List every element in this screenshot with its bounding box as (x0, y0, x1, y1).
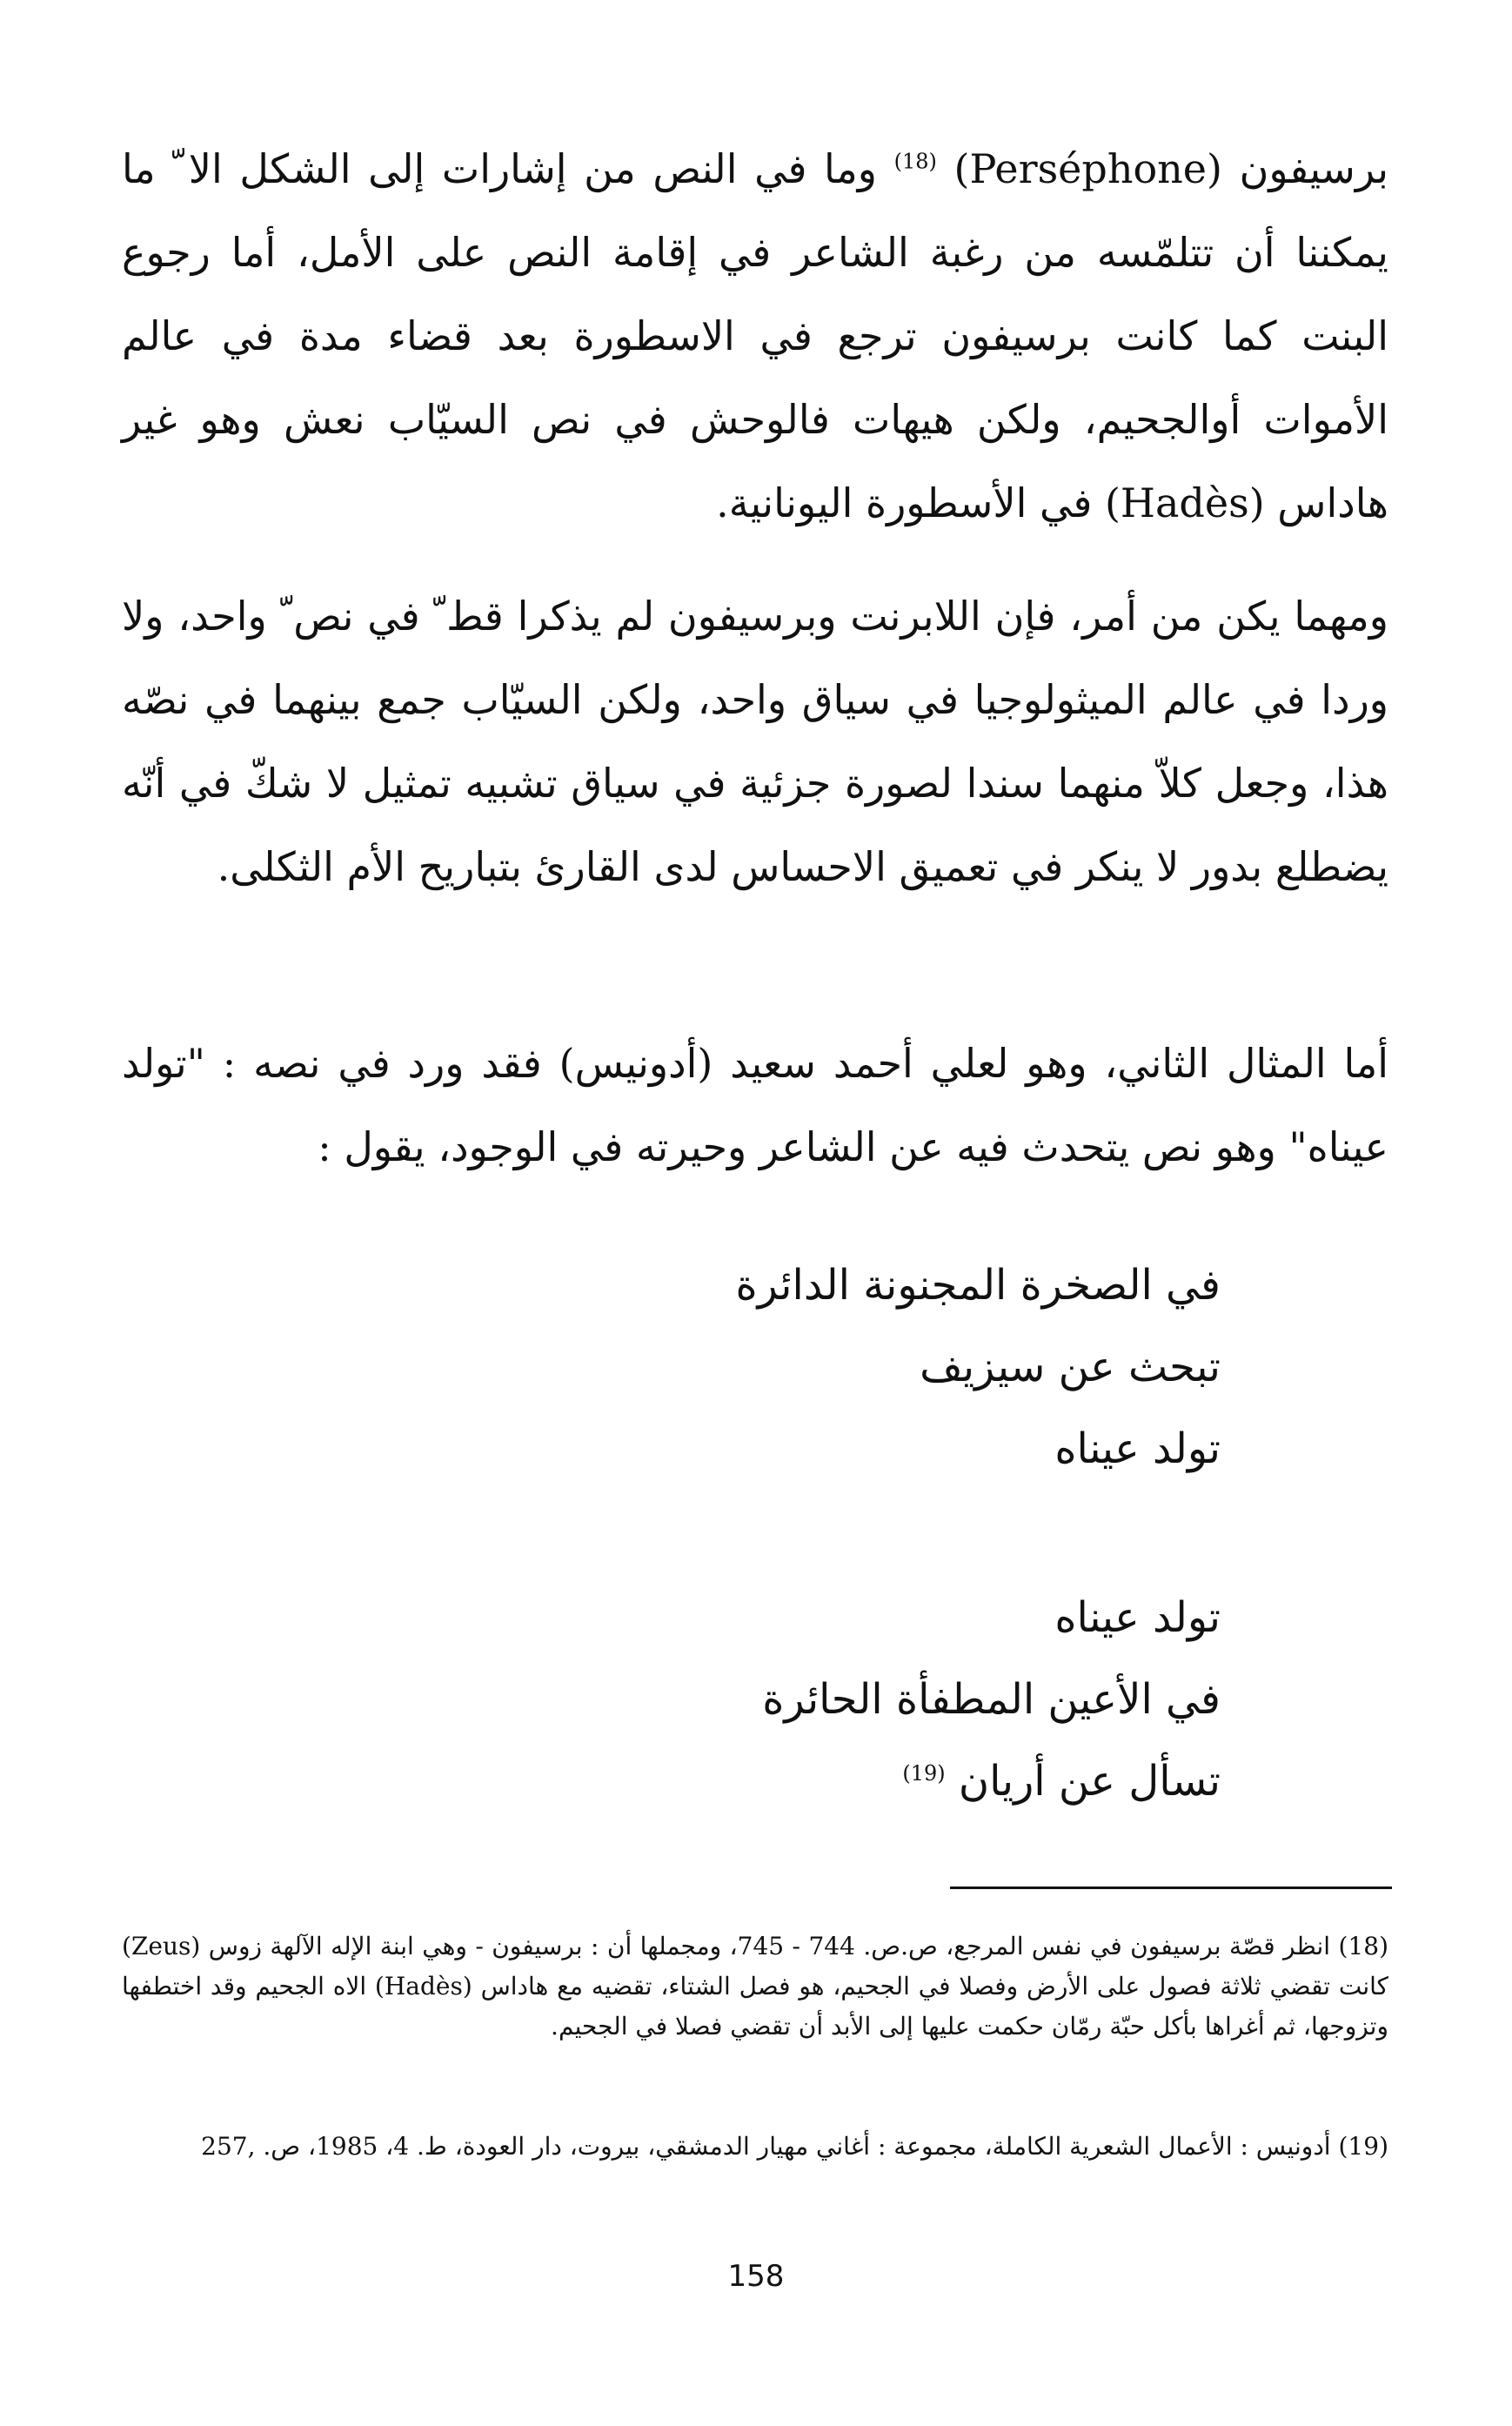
text-run: برسيفون (1239, 145, 1389, 192)
text-run: وما في النص من إشارات إلى الشكل الا ّ ما يمكننا أن تتلمّسه من رغبة الشاعر في إقامة النص على الأمل، أما رجوع البنت كما كانت برسيفون ترجع في الاسطورة بعد قضاء مدة في عالم الأموات أوالجحيم، ولكن هيهات فالوحش في نص السيّاب نعش وهو غير هاداس (122, 145, 1388, 526)
poem-stanza-1 (313, 1244, 1221, 1490)
page-number: 158 (727, 2259, 785, 2294)
paragraph-adonis: أما المثال الثاني، وهو لعلي أحمد سعيد (أدونيس) فقد ورد في نصه : "تولد عيناه" وهو نص يتحدث فيه عن الشاعر وحيرته في الوجود، يقول : (122, 1040, 1388, 1170)
poem-line: في الصخرة المجنونة الدائرة (735, 1261, 1221, 1310)
footnote-text: انظر قصّة برسيفون في نفس المرجع، ص.ص. 744 - 745، ومجملها أن : برسيفون - وهي ابنة الإله الآلهة زوس (208, 1932, 1331, 1960)
poem-line-text: تسأل عن أريان (958, 1757, 1221, 1806)
footnote-19 (122, 2127, 1388, 2167)
footnote-text: كانت تقضي ثلاثة فصول على الأرض وفصلا في الجحيم، هو فصل الشتاء، تقضيه مع هاداس (480, 1972, 1388, 2000)
footnote-number: (18) (1338, 1932, 1389, 1960)
latin-term: (Zeus) (122, 1932, 201, 1960)
footnote-text: أدونيس : الأعمال الشعرية الكاملة، مجموعة : أغاني مهيار الدمشقي، بيروت، دار العودة، ط. 4، 1985، ص. ,257 (201, 2132, 1331, 2161)
footnote-divider (950, 1887, 1392, 1889)
poem-line: في الأعين المطفأة الحائرة (762, 1675, 1221, 1724)
footnote-ref-19: (19) (902, 1761, 946, 1786)
poem-line (313, 1740, 1221, 1822)
poem-line: تبحث عن سيزيف (920, 1343, 1221, 1391)
latin-term: (Hadès) (374, 1972, 472, 2000)
poem-stanza-2 (313, 1577, 1221, 1822)
paragraph-persephone (122, 127, 1388, 545)
footnote-text: الاه الجحيم وقد اختطفها وتزوجها، ثم أغراها بأكل حبّة رمّان حكمت عليها إلى الأبد أن تقضي فصلا في الجحيم. (122, 1972, 1388, 2041)
latin-term: (Hadès) (1104, 479, 1265, 526)
footnote-18 (122, 1927, 1388, 2047)
paragraph-labyrinth: ومهما يكن من أمر، فإن اللابرنت وبرسيفون لم يذكرا قط ّ في نص ّ واحد، ولا وردا في عالم الميثولوجيا في سياق واحد، ولكن السيّاب جمع بينهما في نصّه هذا، وجعل كلاّ منهما سندا لصورة جزئية في سياق تشبيه تمثيل لا شكّ في أنّه يضطلع بدور لا ينكر في تعميق الاحساس لدى القارئ بتباريح الأم الثكلى. (122, 593, 1388, 890)
text-run: في الأسطورة اليونانية. (716, 479, 1093, 526)
latin-term: (Perséphone) (953, 145, 1222, 192)
poem-line: تولد عيناه (1054, 1593, 1221, 1642)
footnote-number: (19) (1338, 2132, 1388, 2161)
footnote-ref-18: (18) (893, 149, 937, 174)
poem-line: تولد عيناه (1054, 1424, 1221, 1473)
